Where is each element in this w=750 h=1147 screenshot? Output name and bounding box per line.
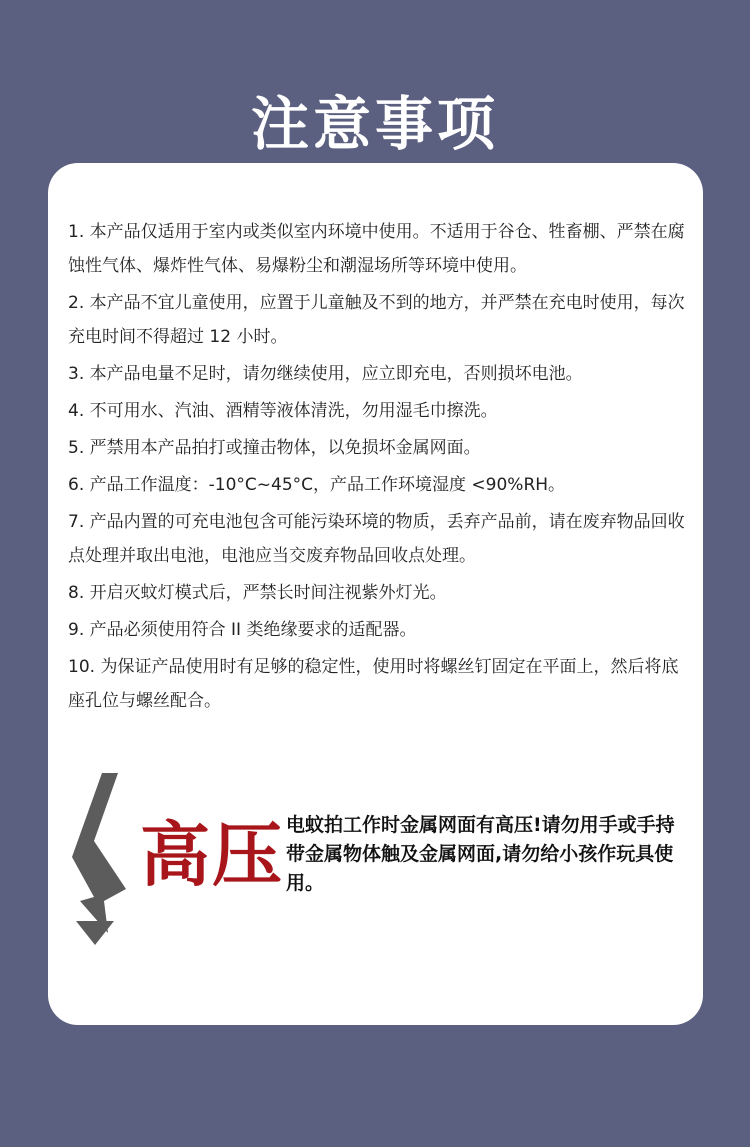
note-item: 3. 本产品电量不足时，请勿继续使用，应立即充电，否则损坏电池。 [68, 364, 583, 384]
high-voltage-text: 电蚊拍工作时金属网面有高压!请勿用手或手持带金属物体触及金属网面,请勿给小孩作玩具使用。 [286, 814, 675, 894]
note-item: 4. 不可用水、汽油、酒精等液体清洗，勿用湿毛巾擦洗。 [68, 401, 498, 421]
note-item: 7. 产品内置的可充电池包含可能污染环境的物质，丢弃产品前，请在废弃物品回收点处理并取出电池，电池应当交废弃物品回收点处理。 [68, 512, 685, 566]
lightning-bolt-icon [56, 771, 136, 946]
page-title: 注意事项 [250, 89, 499, 158]
notice-card [48, 163, 703, 1025]
note-item: 10. 为保证产品使用时有足够的稳定性，使用时将螺丝钉固定在平面上，然后将底座孔位与螺丝配合。 [68, 657, 679, 711]
notes-list [68, 215, 688, 721]
note-item: 2. 本产品不宜儿童使用，应置于儿童触及不到的地方，并严禁在充电时使用，每次充电时间不得超过 12 小时。 [68, 293, 685, 347]
high-voltage-warning [56, 771, 696, 951]
high-voltage-label: 高压 [140, 814, 284, 896]
note-item: 9. 产品必须使用符合 II 类绝缘要求的适配器。 [68, 620, 417, 640]
note-item: 8. 开启灭蚊灯模式后，严禁长时间注视紫外灯光。 [68, 583, 447, 603]
note-item: 5. 严禁用本产品拍打或撞击物体，以免损坏金属网面。 [68, 438, 481, 458]
note-item: 6. 产品工作温度：-10°C~45°C，产品工作环境湿度 <90%RH。 [68, 475, 566, 495]
note-item: 1. 本产品仅适用于室内或类似室内环境中使用。不适用于谷仓、牲畜棚、严禁在腐蚀性气体、爆炸性气体、易爆粉尘和潮湿场所等环境中使用。 [68, 222, 685, 276]
